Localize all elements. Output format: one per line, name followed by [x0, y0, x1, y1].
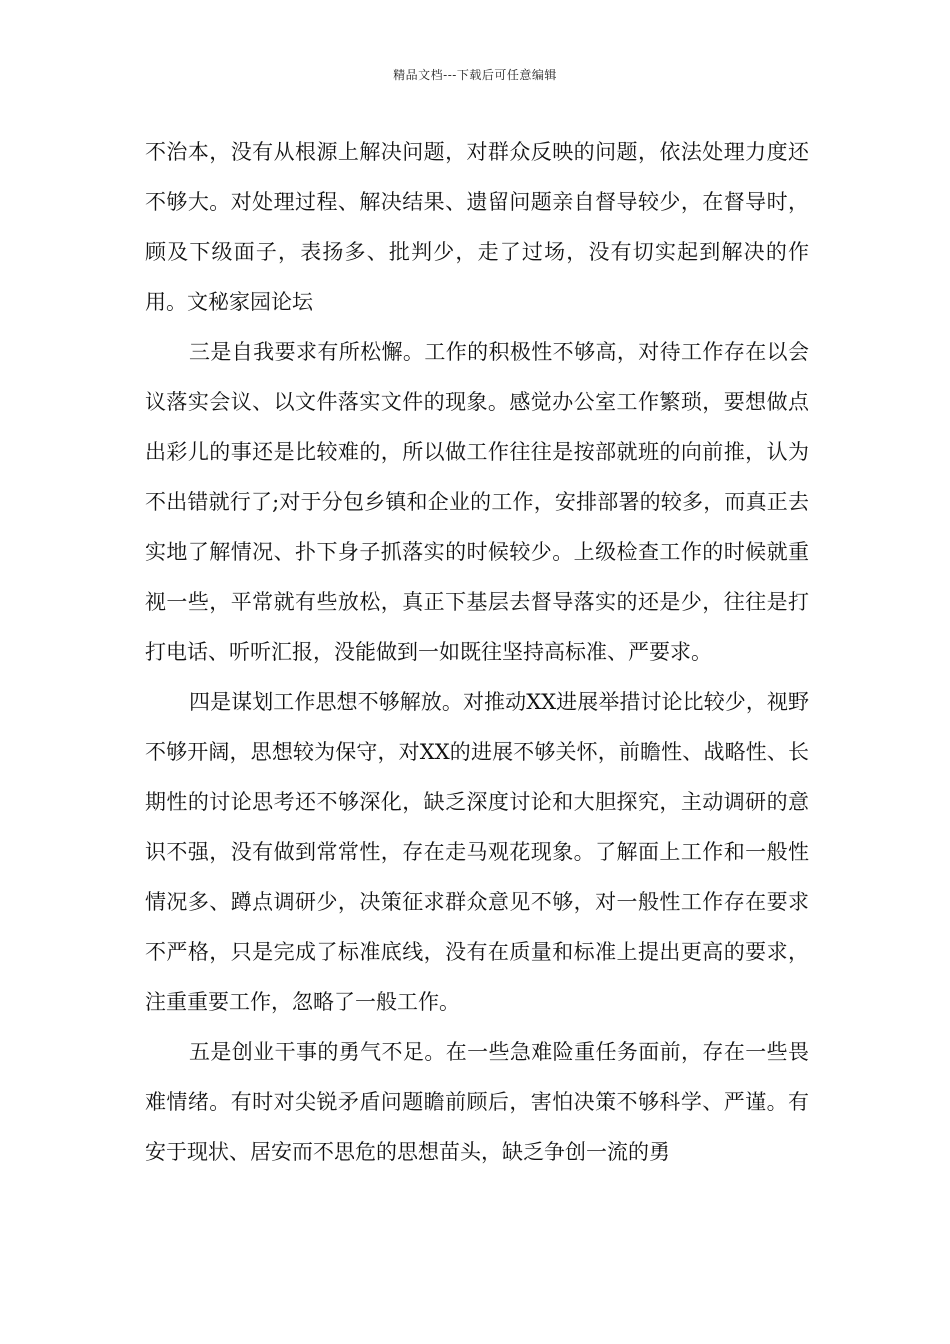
document-body [145, 127, 809, 1177]
page-header: 精品文档---下载后可任意编辑 [393, 68, 557, 82]
paragraph-point-four: 四是谋划工作思想不够解放。对推动XX进展举措讨论比较少，视野不够开阔，思想较为保守，对XX的进展不够关怀，前瞻性、战略性、长期性的讨论思考还不够深化，缺乏深度讨论和大胆探究，主动调研的意识不强，没有做到常常性，存在走马观花现象。了解面上工作和一般性情况多、蹲点调研少，决策征求群众意见不够，对一般性工作存在要求不严格，只是完成了标准底线，没有在质量和标准上提出更高的要求，注重重要工作，忽略了一般工作。 [145, 690, 809, 1014]
paragraph-point-five: 五是创业干事的勇气不足。在一些急难险重任务面前，存在一些畏难情绪。有时对尖锐矛盾问题瞻前顾后，害怕决策不够科学、严谨。有安于现状、居安而不思危的思想苗头，缺乏争创一流的勇 [145, 1040, 809, 1164]
paragraph-continuation: 不治本，没有从根源上解决问题，对群众反映的问题，依法处理力度还不够大。对处理过程、解决结果、遗留问题亲自督导较少，在督导时，顾及下级面子，表扬多、批判少，走了过场，没有切实起到解决的作用。文秘家园论坛 [145, 140, 809, 314]
paragraph-point-three: 三是自我要求有所松懈。工作的积极性不够高，对待工作存在以会议落实会议、以文件落实文件的现象。感觉办公室工作繁琐，要想做点出彩儿的事还是比较难的，所以做工作往往是按部就班的向前推，认为不出错就行了;对于分包乡镇和企业的工作，安排部署的较多，而真正去实地了解情况、扑下身子抓落实的时候较少。上级检查工作的时候就重视一些，平常就有些放松，真正下基层去督导落实的还是少，往往是打打电话、听听汇报，没能做到一如既往坚持高标准、严要求。 [145, 340, 809, 664]
